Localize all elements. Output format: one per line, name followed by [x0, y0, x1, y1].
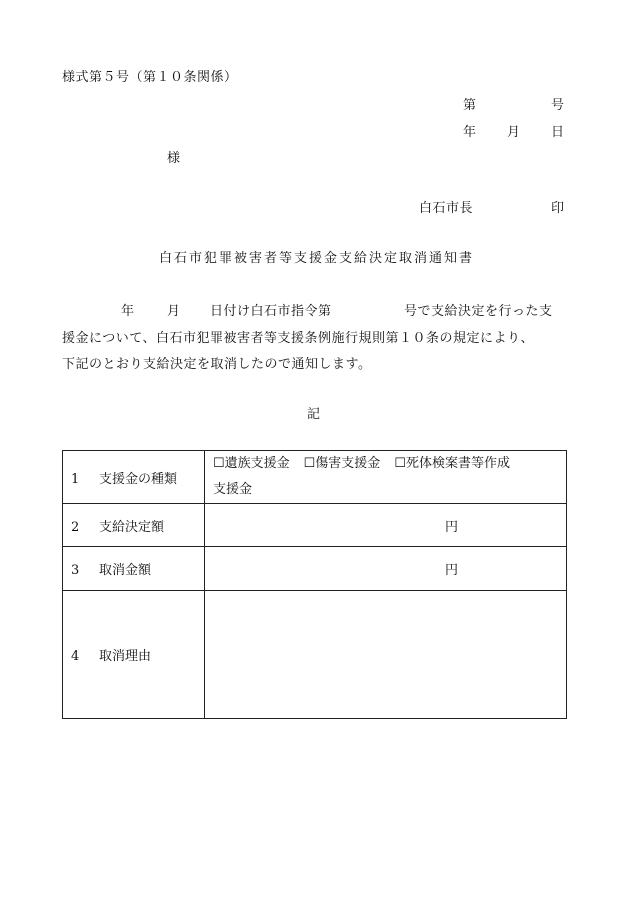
row-label — [63, 451, 205, 504]
table-row — [63, 547, 567, 591]
row-number: 2 — [71, 519, 80, 535]
row-number: 1 — [71, 471, 80, 487]
support-type-cell — [205, 451, 567, 504]
yen-unit: 円 — [444, 519, 458, 535]
date-day: 日 — [551, 125, 565, 140]
row-number: 3 — [71, 563, 80, 578]
option-postmortem-cont: 支援金 — [213, 482, 253, 497]
cancel-reason-cell[interactable] — [205, 591, 567, 719]
doc-number-suffix: 号 — [551, 98, 565, 113]
issuer-seal: 印 — [551, 201, 565, 216]
body-line2: 援金について、白石市犯罪被害者等支援条例施行規則第１０条の規定により、 — [62, 331, 534, 346]
table-row — [63, 591, 567, 719]
option-bereaved-family[interactable]: ☐遺族支援金 — [213, 456, 290, 471]
table-row — [63, 504, 567, 547]
details-table — [62, 450, 567, 719]
option-postmortem[interactable]: ☐死体検案書等作成 — [394, 456, 510, 471]
row-label — [63, 504, 205, 547]
yen-unit: 円 — [444, 563, 458, 578]
row-number: 4 — [71, 649, 80, 664]
date-month: 月 — [507, 125, 521, 140]
body-line3: 下記のとおり支給決定を取消したので通知します。 — [62, 357, 372, 372]
addressee-suffix: 様 — [167, 151, 181, 166]
doc-number-prefix: 第 — [463, 98, 477, 113]
body-month: 月 — [167, 304, 181, 319]
row-label — [63, 547, 205, 591]
row-label — [63, 591, 205, 719]
ki-mark: 記 — [307, 407, 321, 422]
body-tail: 号で支給決定を行った支 — [404, 304, 553, 319]
document-title: 白石市犯罪被害者等支援金支給決定取消通知書 — [159, 251, 475, 266]
row-label-text: 取消理由 — [99, 649, 152, 664]
option-injury[interactable]: ☐傷害支援金 — [303, 456, 381, 471]
row-label-text: 取消金額 — [99, 563, 152, 578]
issuer-name: 白石市長 — [419, 201, 474, 216]
body-day-text: 日付け白石市指令第 — [210, 304, 332, 319]
body-year: 年 — [121, 304, 135, 319]
row-label-text: 支給決定額 — [99, 519, 165, 535]
form-number: 様式第５号（第１０条関係） — [62, 70, 238, 85]
date-year: 年 — [463, 125, 477, 140]
cancel-amount-cell[interactable] — [205, 547, 567, 591]
decided-amount-cell[interactable] — [205, 504, 567, 547]
row-label-text: 支援金の種類 — [99, 471, 178, 487]
table-row — [63, 451, 567, 504]
